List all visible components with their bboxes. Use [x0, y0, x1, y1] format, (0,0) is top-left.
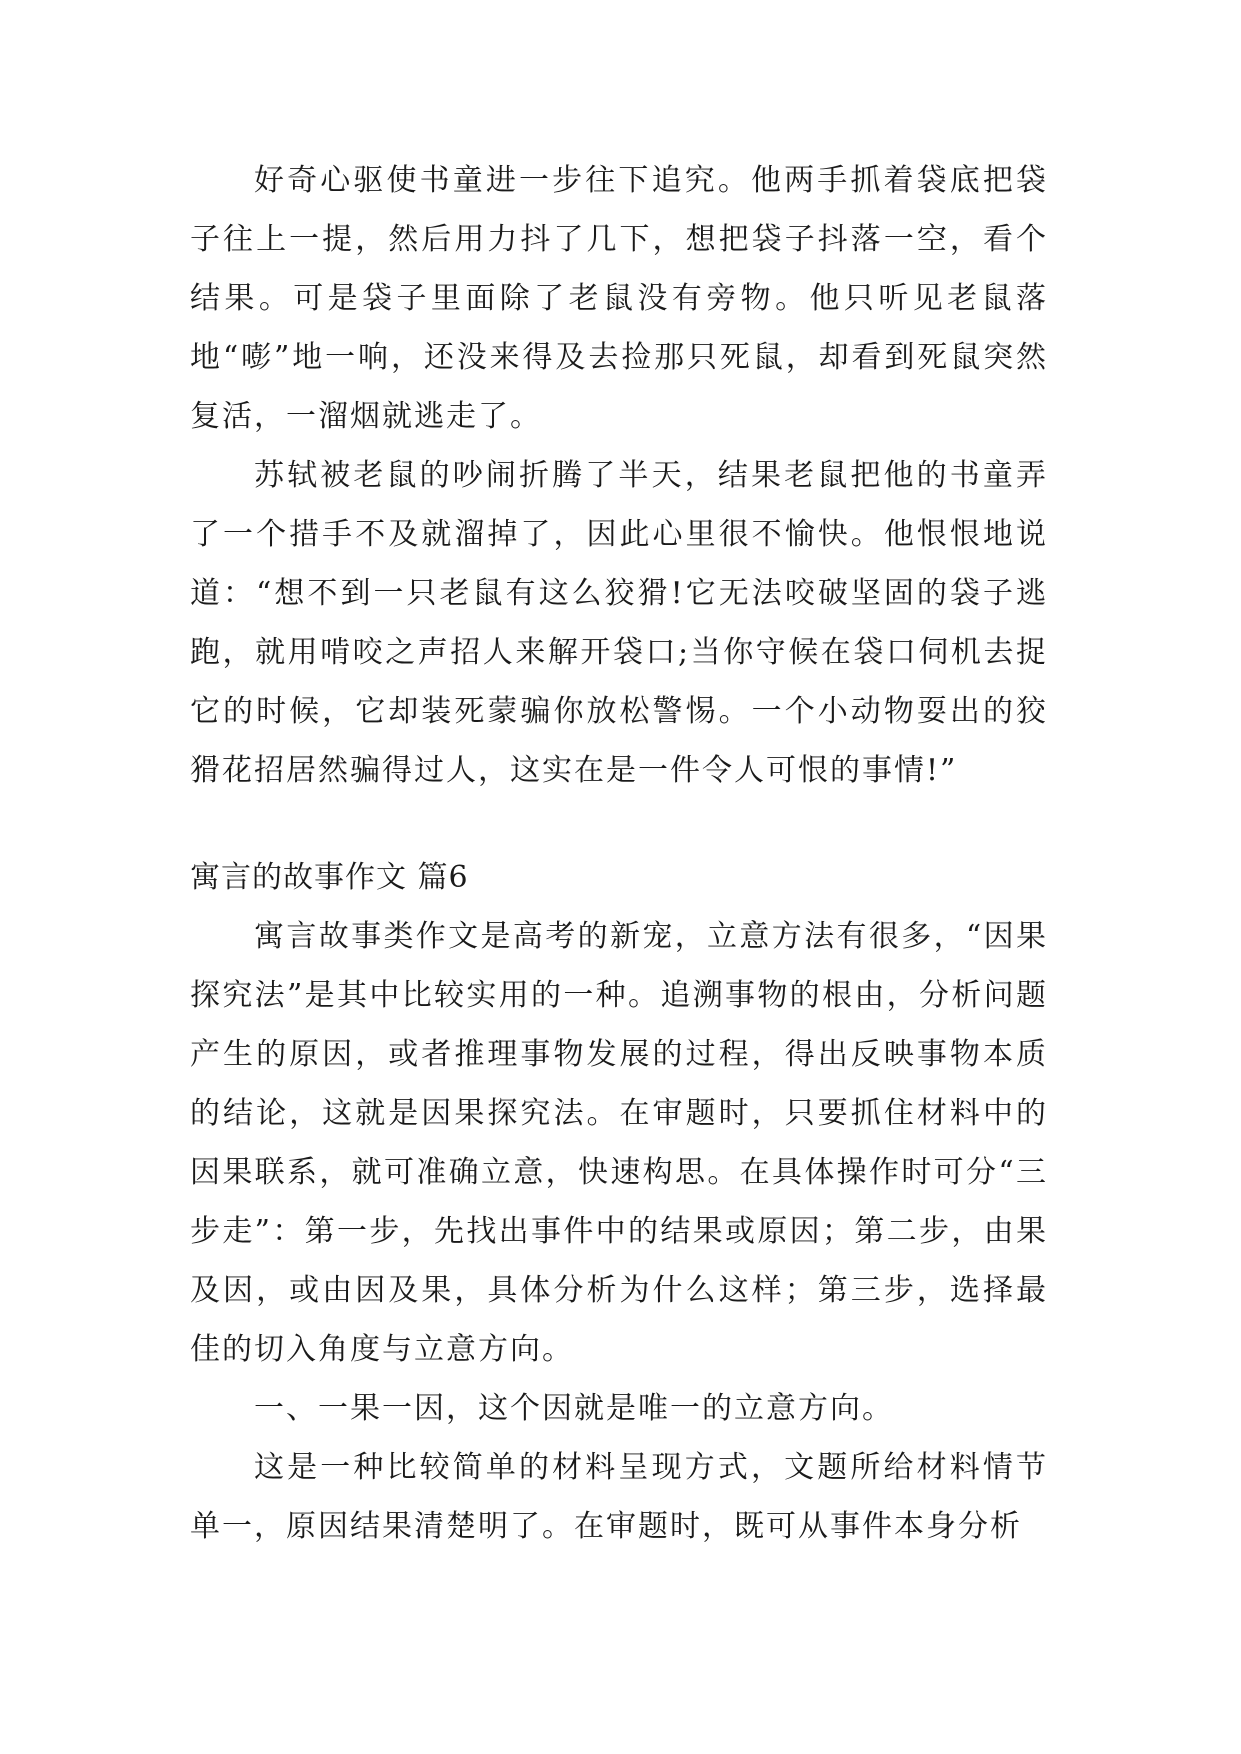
- paragraph-simple-material: 这是一种比较简单的材料呈现方式，文题所给材料情节单一，原因结果清楚明了。在审题时，既可从事件本身分析: [190, 1450, 1048, 1544]
- paragraph-point-one: 一、一果一因，这个因就是唯一的立意方向。: [254, 1391, 894, 1426]
- paragraph-su-shi-complains: 苏轼被老鼠的吵闹折腾了半天，结果老鼠把他的书童弄了一个措手不及就溜掉了，因此心里很不愉快。他恨恨地说道：“想不到一只老鼠有这么狡猾!它无法咬破坚固的袋子逃跑，就用啃咬之声招人来解开袋口;当你守候在袋口伺机去捉它的时候，它却装死蒙骗你放松警惕。一个小动物耍出的狡猾花招居然骗得过人，这实在是一件令人可恨的事情!”: [190, 458, 1048, 788]
- paragraph-cause-effect-method: 寓言故事类作文是高考的新宠，立意方法有很多，“因果探究法”是其中比较实用的一种。追溯事物的根由，分析问题产生的原因，或者推理事物发展的过程，得出反映事物本质的结论，这就是因果探究法。在审题时，只要抓住材料中的因果联系，就可准确立意，快速构思。在具体操作时可分“三步走”：第一步，先找出事件中的结果或原因；第二步，由果及因，或由因及果，具体分析为什么这样；第三步，选择最佳的切入角度与立意方向。: [190, 919, 1048, 1367]
- paragraph-book-boy-shakes-bag: 好奇心驱使书童进一步往下追究。他两手抓着袋底把袋子往上一提，然后用力抖了几下，想把袋子抖落一空，看个结果。可是袋子里面除了老鼠没有旁物。他只听见老鼠落地“嘭”地一响，还没来得及去捡那只死鼠，却看到死鼠突然复活，一溜烟就逃走了。: [190, 163, 1048, 434]
- story-continuation: [190, 151, 1048, 800]
- section-6: [190, 848, 1048, 1556]
- section-heading: 寓言的故事作文 篇6: [190, 860, 469, 895]
